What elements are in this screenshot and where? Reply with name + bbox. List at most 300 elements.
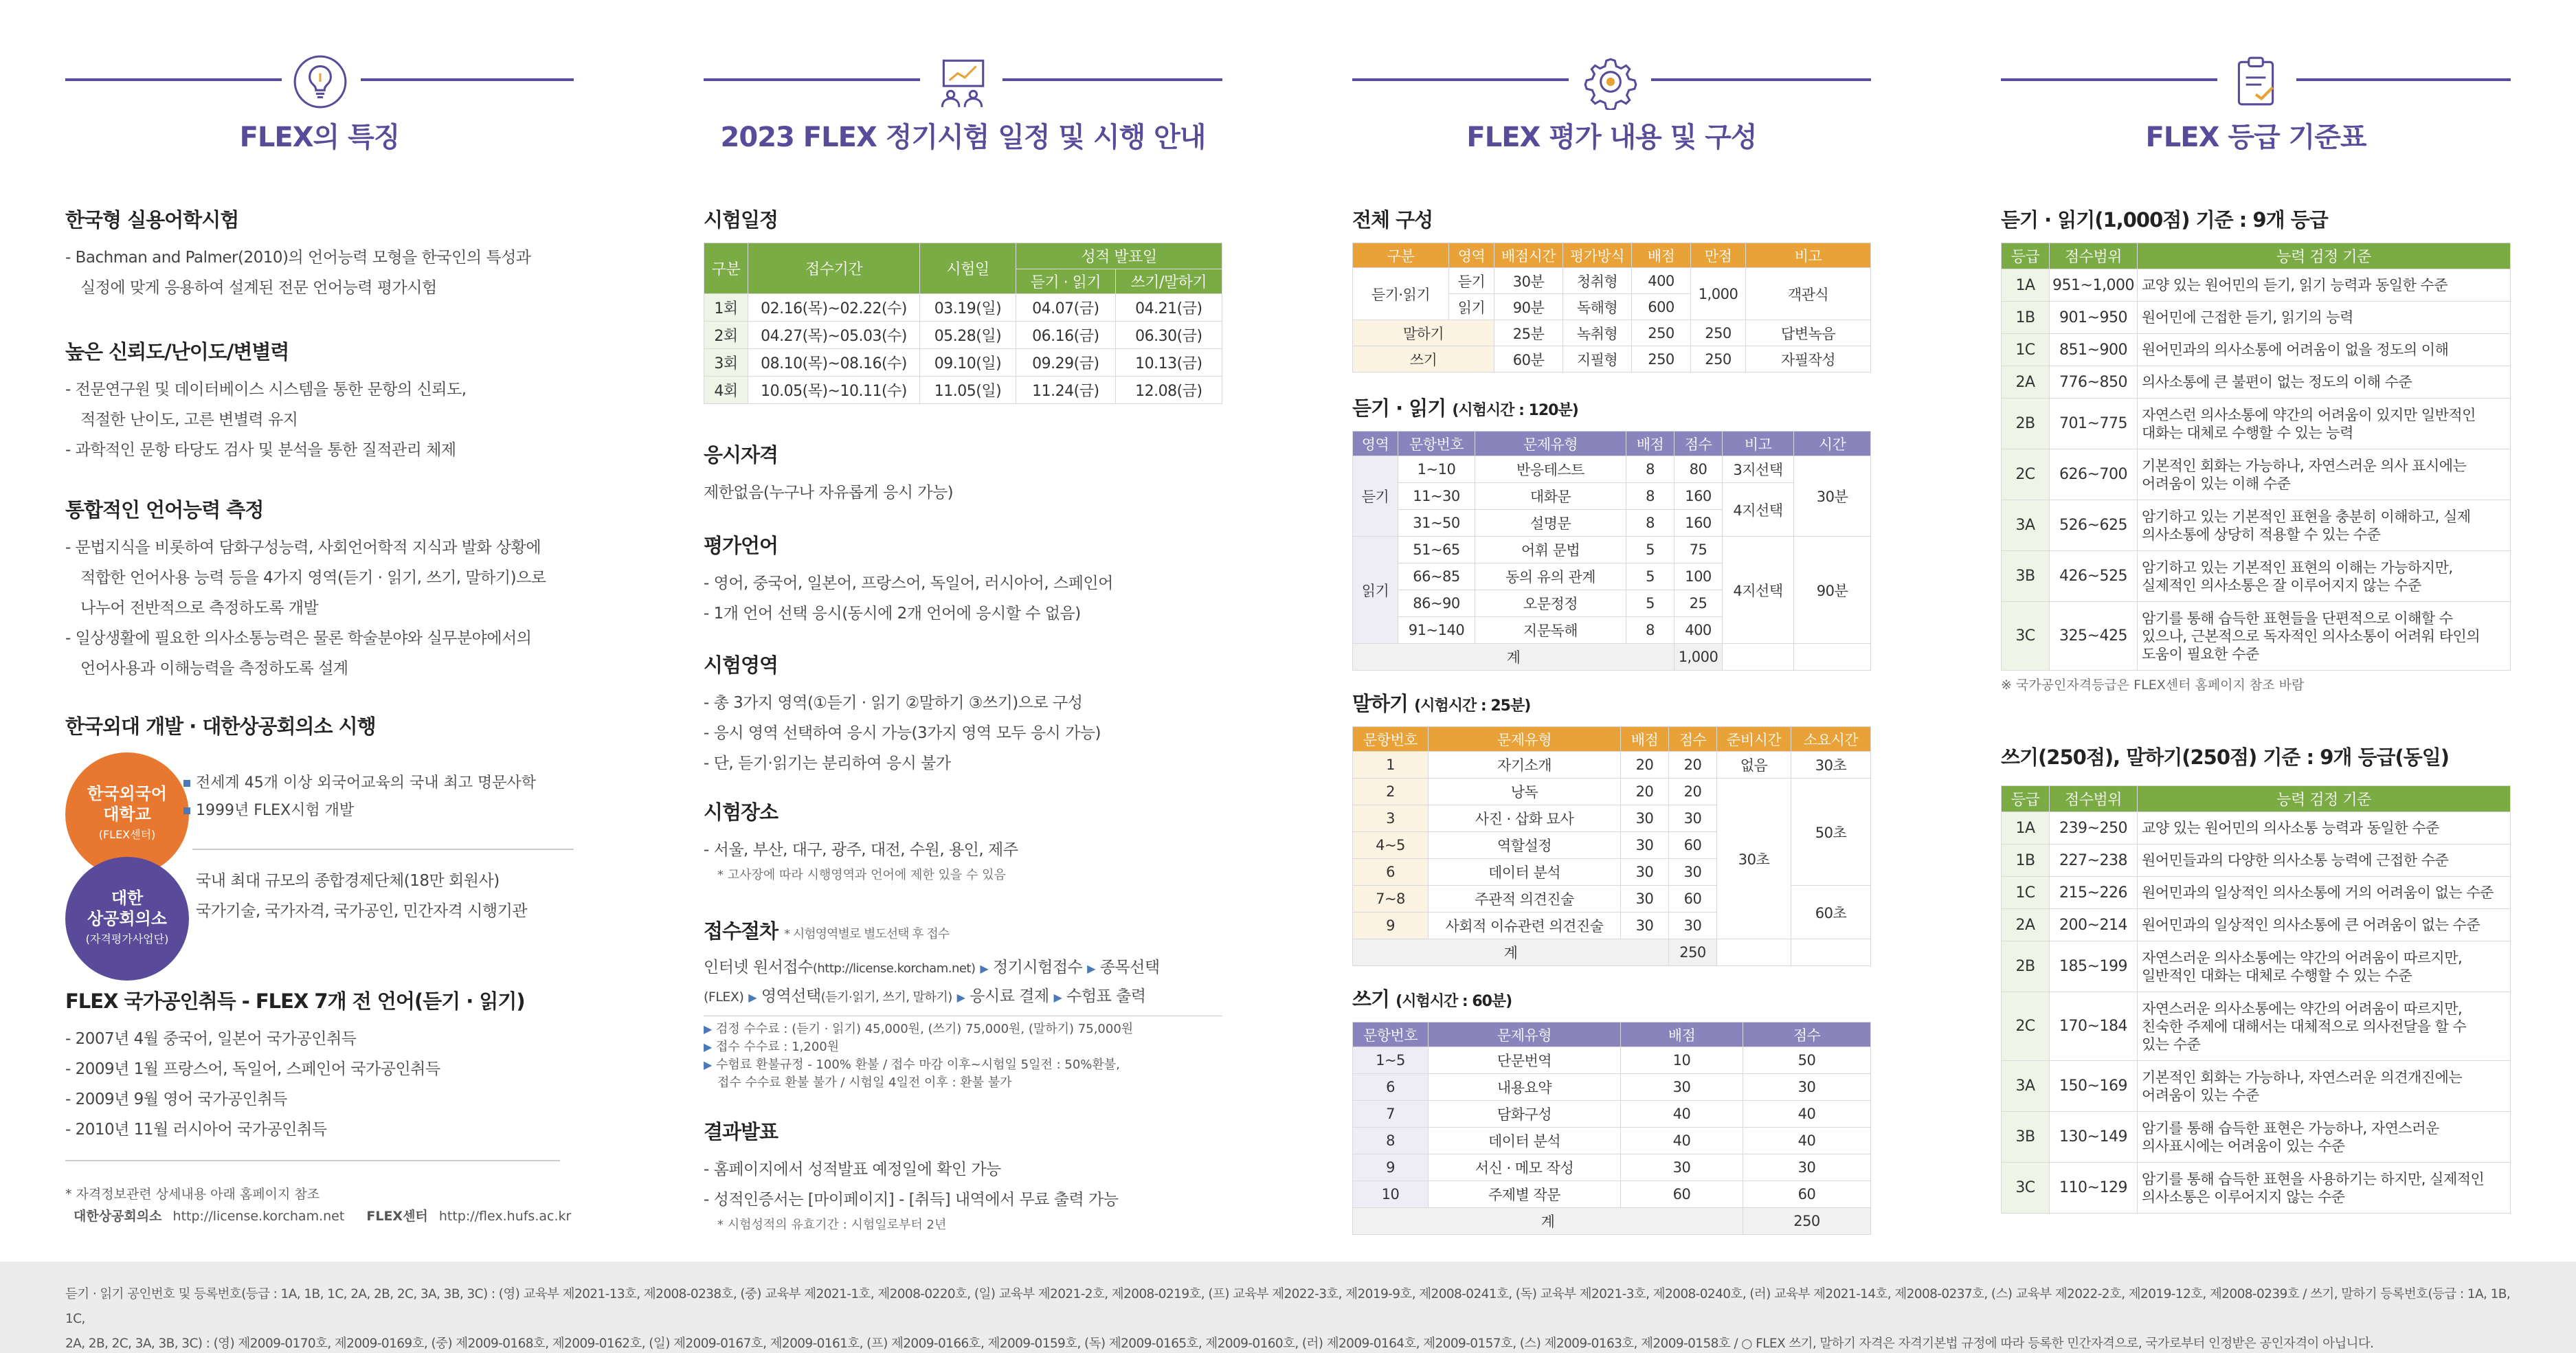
th: 점수범위 bbox=[2050, 786, 2138, 812]
cell: 듣기 bbox=[1449, 268, 1494, 294]
cell: 2A bbox=[2002, 366, 2050, 399]
cell: 6 bbox=[1353, 1074, 1429, 1101]
desc-line: 도움이 필요한 수준 bbox=[2142, 645, 2259, 662]
table-row bbox=[1353, 752, 1871, 779]
step: 영역선택 bbox=[761, 987, 821, 1005]
arrow-right-icon: ▶ bbox=[956, 991, 965, 1004]
header-rule-right bbox=[2296, 78, 2511, 81]
text-line: - 영어, 중국어, 일본어, 프랑스어, 독일어, 러시아어, 스페인어 bbox=[704, 574, 1113, 592]
section-schedule bbox=[704, 205, 1222, 404]
cell: 20 bbox=[1669, 752, 1717, 779]
cell: 9 bbox=[1353, 913, 1429, 939]
desc-line: 암기를 통해 습득한 표현을 사용하기는 하지만, 실제적인 bbox=[2142, 1170, 2485, 1187]
step-note: (듣기·읽기, 쓰기, 말하기) bbox=[820, 990, 952, 1005]
divider bbox=[65, 1160, 560, 1161]
section-areas bbox=[704, 650, 1222, 779]
desc-line: 암기하고 있는 기본적인 표현의 이해는 가능하지만, bbox=[2142, 559, 2453, 576]
table-row bbox=[1353, 483, 1871, 510]
arrow-right-icon: ▶ bbox=[704, 1058, 713, 1071]
header-rule-right bbox=[1651, 78, 1871, 81]
cell bbox=[2138, 877, 2511, 909]
fee-notes bbox=[704, 1020, 1222, 1092]
arrow-right-icon: ▶ bbox=[1053, 991, 1062, 1004]
table-row bbox=[2002, 602, 2511, 671]
cell bbox=[2138, 500, 2511, 551]
cell: 11.24(금) bbox=[1016, 377, 1116, 404]
th: 평가방식 bbox=[1563, 243, 1632, 268]
text-line: - 응시 영역 선택하여 응시 가능(3가지 영역 모두 응시 가능) bbox=[704, 724, 1101, 742]
cell: 1~5 bbox=[1353, 1047, 1429, 1074]
bullet-text: 전세계 45개 이상 외국어교육의 국내 최고 명문사학 bbox=[196, 774, 536, 792]
section-speaking bbox=[1352, 689, 1871, 966]
th: 능력 검정 기준 bbox=[2138, 243, 2511, 269]
cell: 지필형 bbox=[1563, 346, 1632, 372]
desc-line: 기본적인 회화는 가능하나, 자연스러운 의사 표시에는 bbox=[2142, 457, 2467, 474]
text-line: 언어사용과 이해능력을 측정하도록 설계 bbox=[80, 660, 348, 678]
step: 수험표 출력 bbox=[1066, 987, 1146, 1005]
cell: 250 bbox=[1691, 346, 1746, 372]
header-rule-left bbox=[65, 78, 282, 81]
cell: 1~10 bbox=[1398, 456, 1475, 483]
cell: 701~775 bbox=[2050, 399, 2138, 449]
section-heading: 결과발표 bbox=[704, 1120, 779, 1143]
cell: 낭독 bbox=[1429, 779, 1621, 805]
desc-line: 친숙한 주제에 대해서는 대체적으로 의사전달을 할 수 bbox=[2142, 1018, 2467, 1035]
cell: 04.21(금) bbox=[1115, 294, 1222, 322]
column-structure bbox=[1352, 0, 1871, 1257]
th: 영역 bbox=[1449, 243, 1494, 268]
desc-line: 암기를 통해 습득한 표현은 가능하나, 자연스러운 bbox=[2142, 1119, 2439, 1137]
cell: 12.08(금) bbox=[1115, 377, 1222, 404]
table-row bbox=[2002, 500, 2511, 551]
heading-text: 말하기 bbox=[1352, 692, 1409, 715]
cell: 250 bbox=[1743, 1208, 1871, 1235]
column-schedule bbox=[704, 0, 1222, 1257]
step: 인터넷 원서접수 bbox=[704, 959, 813, 976]
section-integrated bbox=[65, 495, 574, 684]
korcham-text bbox=[196, 866, 527, 926]
cell: 4지선택 bbox=[1723, 537, 1794, 644]
hufs-bullets bbox=[183, 770, 536, 825]
cell: 자필작성 bbox=[1746, 346, 1871, 372]
cell: 3B bbox=[2002, 1112, 2050, 1163]
cell: 30 bbox=[1621, 913, 1669, 939]
heading-sub: (시험시간 : 60분) bbox=[1396, 993, 1512, 1010]
cell: 50초 bbox=[1791, 779, 1871, 886]
cell: 03.19(일) bbox=[920, 294, 1016, 322]
note-line bbox=[704, 1056, 1222, 1074]
lightbulb-icon bbox=[292, 54, 348, 110]
bullet-item bbox=[183, 797, 536, 825]
cell: 215~226 bbox=[2050, 877, 2138, 909]
cell: 1,000 bbox=[1675, 644, 1723, 671]
cell: 4~5 bbox=[1353, 832, 1429, 859]
cell: 대화문 bbox=[1475, 483, 1626, 510]
text-line: 제한없음(누구나 자유롭게 응시 가능) bbox=[704, 484, 954, 502]
cell: 11.05(일) bbox=[920, 377, 1016, 404]
desc-line: 있으나, 근본적으로 독자적인 의사소통이 어려워 타인의 bbox=[2142, 627, 2480, 645]
cell: 250 bbox=[1632, 320, 1691, 346]
arrow-right-icon: ▶ bbox=[704, 1022, 713, 1036]
section-lr bbox=[1352, 393, 1871, 671]
total-row bbox=[1353, 644, 1871, 671]
cell: 90분 bbox=[1794, 537, 1871, 644]
cell: 10.13(금) bbox=[1115, 349, 1222, 377]
cell: 09.29(금) bbox=[1016, 349, 1116, 377]
table-row bbox=[1353, 779, 1871, 805]
cell: 2C bbox=[2002, 449, 2050, 500]
note-text: * 자격정보관련 상세내용 아래 홈페이지 참조 bbox=[65, 1187, 320, 1202]
cell bbox=[2138, 1112, 2511, 1163]
desc-line: 의사소통에 상당히 적용할 수 있는 수준 bbox=[2142, 526, 2381, 543]
cell: 1 bbox=[1353, 752, 1429, 779]
cell: 30 bbox=[1621, 1074, 1743, 1101]
text-line: - 서울, 부산, 대구, 광주, 대전, 수원, 용인, 제주 bbox=[704, 841, 1018, 859]
cell: 250 bbox=[1669, 939, 1717, 966]
cell: 100 bbox=[1675, 563, 1723, 590]
th: 배점 bbox=[1626, 432, 1675, 456]
th: 비고 bbox=[1723, 432, 1794, 456]
column-title: FLEX 평가 내용 및 구성 bbox=[1466, 122, 1757, 153]
cell: 06.30(금) bbox=[1115, 322, 1222, 349]
desc-line: 일반적인 대화는 대체로 수행할 수 있는 수준 bbox=[2142, 967, 2412, 984]
table-row bbox=[2002, 877, 2511, 909]
procedure-line bbox=[704, 954, 1222, 983]
korcham-link[interactable]: http://license.korcham.net bbox=[172, 1209, 345, 1224]
schedule-table bbox=[704, 243, 1222, 404]
th: 소요시간 bbox=[1791, 727, 1871, 752]
cell: 듣기·읽기 bbox=[1353, 268, 1449, 320]
heading-note: * 시험영역별로 별도선택 후 접수 bbox=[784, 927, 950, 941]
text-line: - 문법지식을 비롯하여 담화구성능력, 사회언어학적 지식과 발화 상황에 bbox=[65, 539, 541, 557]
column-grades bbox=[2001, 0, 2511, 1257]
header-rule-right bbox=[361, 78, 574, 81]
column-header bbox=[65, 48, 574, 124]
text-line: - 2009년 1월 프랑스어, 독일어, 스페인어 국가공인취득 bbox=[65, 1060, 440, 1078]
cell: 없음 bbox=[1717, 752, 1791, 779]
cell: 20 bbox=[1669, 779, 1717, 805]
th: 만점 bbox=[1691, 243, 1746, 268]
cell: 40 bbox=[1743, 1128, 1871, 1154]
th: 점수범위 bbox=[2050, 243, 2138, 269]
cell bbox=[2138, 992, 2511, 1061]
table-row bbox=[1353, 320, 1871, 346]
divider bbox=[192, 849, 574, 850]
th: 문항번호 bbox=[1353, 727, 1429, 752]
footer-line: 듣기 · 읽기 공인번호 및 등록번호(등급 : 1A, 1B, 1C, 2A, 2B, 2C, 3A, 3B, 3C) : (영) 교육부 제2021-13호, 제2008-0238호, (중) 교육부 제2021-1호, 제2008-0220호, (일) 교육부 제2021-2호, 제2008-0219호, (프) 교육부 제2022-3호, 제2019-9호, 제2008-0241호, (독) 교육부 제2021-3호, 제2008-0240호, (러) 교육부 제2021-14호, 제2008-0237호, (스) 교육부 제2022-2호, 제2019-12호, 제2008-0239호 / 쓰기, 말하기 등록번호(등급 : 1A, 1B, 1C, bbox=[65, 1287, 2511, 1326]
table-row bbox=[1353, 456, 1871, 483]
cell: 20 bbox=[1621, 752, 1669, 779]
cell: 06.16(금) bbox=[1016, 322, 1116, 349]
cell: 반응테스트 bbox=[1475, 456, 1626, 483]
cell bbox=[2138, 812, 2511, 845]
th: 능력 검정 기준 bbox=[2138, 786, 2511, 812]
th: 문항번호 bbox=[1398, 432, 1475, 456]
cell: 1A bbox=[2002, 269, 2050, 302]
th: 문제유형 bbox=[1429, 1022, 1621, 1047]
flex-link[interactable]: http://flex.hufs.ac.kr bbox=[438, 1209, 572, 1224]
section-heading: 시험일정 bbox=[704, 208, 779, 232]
desc-line: 기본적인 회화는 가능하나, 자연스러운 의견개진에는 bbox=[2142, 1069, 2463, 1086]
cell: 쓰기 bbox=[1353, 346, 1494, 372]
cell: 05.28(일) bbox=[920, 322, 1016, 349]
cell: 30 bbox=[1621, 832, 1669, 859]
table-row bbox=[2002, 269, 2511, 302]
cell: 20 bbox=[1621, 779, 1669, 805]
cell: 어휘 문법 bbox=[1475, 537, 1626, 563]
header-rule-left bbox=[704, 78, 920, 81]
cell: 말하기 bbox=[1353, 320, 1494, 346]
cell: 서신 · 메모 작성 bbox=[1429, 1154, 1621, 1181]
arrow-right-icon: ▶ bbox=[980, 962, 989, 975]
section-heading: 통합적인 언어능력 측정 bbox=[65, 498, 264, 522]
cell: 600 bbox=[1632, 294, 1691, 320]
cell: 526~625 bbox=[2050, 500, 2138, 551]
column-header bbox=[1352, 48, 1871, 124]
arrow-right-icon: ▶ bbox=[1087, 962, 1095, 975]
cell: 04.27(목)~05.03(수) bbox=[748, 322, 920, 349]
cell: 250 bbox=[1691, 320, 1746, 346]
step-note: (FLEX) bbox=[704, 989, 744, 1005]
section-heading: 쓰기(250점), 말하기(250점) 기준 : 9개 등급(동일) bbox=[2001, 746, 2450, 769]
desc-line: 의사소통에 큰 불편이 없는 정도의 이해 수준 bbox=[2142, 374, 2412, 390]
desc-line: 자연스러운 의사소통에는 약간의 어려움이 따르지만, bbox=[2142, 949, 2463, 966]
note-text: 접수 수수료 환불 불가 / 시험일 4일전 이후 : 환불 불가 bbox=[717, 1075, 1012, 1090]
cell bbox=[2138, 366, 2511, 399]
cell: 66~85 bbox=[1398, 563, 1475, 590]
lr-grade-table bbox=[2001, 243, 2511, 671]
total-row bbox=[1353, 1208, 1871, 1235]
text-line: 국내 최대 규모의 종합경제단체(18만 회원사) bbox=[196, 872, 500, 890]
cell: 31~50 bbox=[1398, 510, 1475, 537]
cell: 2B bbox=[2002, 399, 2050, 449]
cell: 08.10(목)~08.16(수) bbox=[748, 349, 920, 377]
cell: 단문번역 bbox=[1429, 1047, 1621, 1074]
cell bbox=[1717, 939, 1791, 966]
cell: 60분 bbox=[1494, 346, 1563, 372]
cell bbox=[2138, 269, 2511, 302]
th: 문제유형 bbox=[1475, 432, 1626, 456]
table-row bbox=[1353, 268, 1871, 294]
column-header bbox=[2001, 48, 2511, 124]
cell: 9 bbox=[1353, 1154, 1429, 1181]
cell: 8 bbox=[1353, 1128, 1429, 1154]
column-header bbox=[704, 48, 1222, 124]
cell: 4회 bbox=[704, 377, 748, 404]
table-row bbox=[1353, 1154, 1871, 1181]
table-row bbox=[2002, 551, 2511, 602]
cell: 60 bbox=[1669, 886, 1717, 913]
desc-line: 대화는 대체로 수행할 수 있는 능력 bbox=[2142, 424, 2353, 441]
cell bbox=[2138, 602, 2511, 671]
cell: 계 bbox=[1353, 1208, 1743, 1235]
section-heading: 한국외대 개발 · 대한상공회의소 시행 bbox=[65, 715, 376, 738]
cell: 1,000 bbox=[1691, 268, 1746, 320]
footer-line: 2A, 2B, 2C, 3A, 3B, 3C) : (영) 제2009-0170호, 제2009-0169호, (중) 제2009-0168호, 제2009-0162호, (일) 제2009-0167호, 제2009-0161호, (프) 제2009-0166호, 제2009-0159호, (독) 제2009-0165호, 제2009-0160호, (러) 제2009-0164호, 제2009-0157호, (스) 제2009-0163호, 제2009-0158호 / ○ FLEX 쓰기, 말하기 자격은 자격기본법 규정에 따라 등록한 민간자격으로, 국가로부터 인정받은 공인자격이 아닙니다. bbox=[65, 1337, 2374, 1351]
section-heading: 시험장소 bbox=[704, 801, 779, 824]
table-row bbox=[704, 322, 1222, 349]
cell: 6 bbox=[1353, 859, 1429, 886]
cell: 426~525 bbox=[2050, 551, 2138, 602]
desc-line: 교양 있는 원어민의 의사소통 능력과 동일한 수준 bbox=[2142, 820, 2439, 836]
heading-text: 듣기 · 읽기 bbox=[1352, 396, 1446, 420]
cell: 계 bbox=[1353, 644, 1675, 671]
cell: 1A bbox=[2002, 812, 2050, 845]
cell bbox=[2138, 845, 2511, 877]
text-line: 적절한 난이도, 고른 변별력 유지 bbox=[80, 411, 298, 429]
cell bbox=[1791, 939, 1871, 966]
cell: 1B bbox=[2002, 845, 2050, 877]
section-heading: 높은 신뢰도/난이도/변별력 bbox=[65, 340, 289, 364]
cell: 2C bbox=[2002, 992, 2050, 1061]
cell: 776~850 bbox=[2050, 366, 2138, 399]
step: 응시료 결제 bbox=[970, 987, 1049, 1005]
th: 준비시간 bbox=[1717, 727, 1791, 752]
cell: 사회적 이슈관련 의견진술 bbox=[1429, 913, 1621, 939]
text-line: - 총 3가지 영역(①듣기 · 읽기 ②말하기 ③쓰기)으로 구성 bbox=[704, 694, 1083, 712]
table-row bbox=[2002, 302, 2511, 334]
total-row bbox=[1353, 939, 1871, 966]
note-line bbox=[704, 1020, 1222, 1038]
bullet-text: 1999년 FLEX시험 개발 bbox=[196, 802, 355, 819]
text-line: - 전문연구원 및 데이터베이스 시스템을 통한 문항의 신뢰도, bbox=[65, 381, 467, 399]
arrow-right-icon: ▶ bbox=[704, 1040, 713, 1053]
cell: 30 bbox=[1743, 1074, 1871, 1101]
cell: 내용요약 bbox=[1429, 1074, 1621, 1101]
links-note bbox=[65, 1183, 574, 1227]
cell: 동의 유의 관계 bbox=[1475, 563, 1626, 590]
section-ws-grades bbox=[2001, 742, 2511, 1214]
badge-line: 상공회의소 bbox=[87, 909, 167, 928]
cell: 30분 bbox=[1494, 268, 1563, 294]
cell: 7 bbox=[1353, 1101, 1429, 1128]
ws-grade-table bbox=[2001, 785, 2511, 1214]
cell: 30분 bbox=[1794, 456, 1871, 537]
cell: 60 bbox=[1669, 832, 1717, 859]
cell: 09.10(일) bbox=[920, 349, 1016, 377]
cell: 지문독해 bbox=[1475, 617, 1626, 644]
text-line: - 과학적인 문항 타당도 검사 및 분석을 통한 질적관리 체제 bbox=[65, 441, 456, 459]
desc-line: 원어민에 근접한 듣기, 읽기의 능력 bbox=[2142, 309, 2353, 326]
th-date: 시험일 bbox=[920, 243, 1016, 294]
text-line: 적합한 언어사용 능력 등을 4가지 영역(듣기 · 읽기, 쓰기, 말하기)으로 bbox=[80, 569, 546, 587]
table-row bbox=[1353, 1047, 1871, 1074]
text-line: - 성적인증서는 [마이페이지] - [취득] 내역에서 무료 출력 가능 bbox=[704, 1191, 1119, 1209]
cell: 60 bbox=[1621, 1181, 1743, 1208]
cell: 11~30 bbox=[1398, 483, 1475, 510]
th-ws: 쓰기/말하기 bbox=[1115, 269, 1222, 294]
section-heading: 평가언어 bbox=[704, 534, 779, 557]
cell: 오문정정 bbox=[1475, 590, 1626, 617]
cell: 읽기 bbox=[1449, 294, 1494, 320]
cell bbox=[2138, 399, 2511, 449]
table-row bbox=[2002, 366, 2511, 399]
cell bbox=[2138, 941, 2511, 992]
text-line: - 1개 언어 선택 응시(동시에 2개 언어에 응시할 수 없음) bbox=[704, 605, 1081, 623]
cell: 110~129 bbox=[2050, 1163, 2138, 1214]
cell bbox=[2138, 909, 2511, 941]
cell: 239~250 bbox=[2050, 812, 2138, 845]
korcham-badge bbox=[65, 857, 189, 981]
cell: 독해형 bbox=[1563, 294, 1632, 320]
table-row bbox=[1353, 1128, 1871, 1154]
cell: 2회 bbox=[704, 322, 748, 349]
cell: 5 bbox=[1626, 590, 1675, 617]
th: 비고 bbox=[1746, 243, 1871, 268]
cell: 91~140 bbox=[1398, 617, 1475, 644]
cell: 325~425 bbox=[2050, 602, 2138, 671]
desc-line: 의사소통은 이루어지지 않는 수준 bbox=[2142, 1188, 2345, 1205]
cell: 계 bbox=[1353, 939, 1669, 966]
cell: 3A bbox=[2002, 1061, 2050, 1112]
cell bbox=[2138, 449, 2511, 500]
cell: 250 bbox=[1632, 346, 1691, 372]
table-row bbox=[1353, 346, 1871, 372]
overall-table bbox=[1352, 243, 1871, 372]
procedure-line bbox=[704, 983, 1222, 1016]
cell: 설명문 bbox=[1475, 510, 1626, 537]
table-row bbox=[2002, 909, 2511, 941]
th: 구분 bbox=[1353, 243, 1449, 268]
cell: 30 bbox=[1621, 805, 1669, 832]
speaking-table bbox=[1352, 726, 1871, 966]
th: 배점시간 bbox=[1494, 243, 1563, 268]
note-text: 접수 수수료 : 1,200원 bbox=[716, 1040, 840, 1054]
note-text: 검정 수수료 : (듣기 · 읽기) 45,000원, (쓰기) 75,000원, (말하기) 75,000원 bbox=[716, 1022, 1134, 1036]
section-heading: 응시자격 bbox=[704, 443, 779, 467]
desc-line: 의사표시에는 어려움이 있는 수준 bbox=[2142, 1137, 2345, 1154]
cell: 데이터 분석 bbox=[1429, 859, 1621, 886]
lr-table bbox=[1352, 431, 1871, 671]
cell: 3B bbox=[2002, 551, 2050, 602]
clipboard-check-icon bbox=[2228, 54, 2284, 110]
text-line: 나누어 전반적으로 측정하도록 개발 bbox=[80, 599, 319, 617]
cell: 주제별 작문 bbox=[1429, 1181, 1621, 1208]
cell: 역할설정 bbox=[1429, 832, 1621, 859]
cell: 40 bbox=[1621, 1101, 1743, 1128]
note-text: ※ 국가공인자격등급은 FLEX센터 홈페이지 참조 바람 bbox=[2001, 678, 2305, 693]
header-rule-right bbox=[1003, 78, 1222, 81]
table-row bbox=[704, 349, 1222, 377]
cell: 90분 bbox=[1494, 294, 1563, 320]
text-line: - 2010년 11월 러시아어 국가공인취득 bbox=[65, 1121, 327, 1139]
cell: 227~238 bbox=[2050, 845, 2138, 877]
cell: 150~169 bbox=[2050, 1061, 2138, 1112]
th-reg: 접수기간 bbox=[748, 243, 920, 294]
cell: 사진 · 삽화 묘사 bbox=[1429, 805, 1621, 832]
cell: 3C bbox=[2002, 1163, 2050, 1214]
cell bbox=[2138, 1163, 2511, 1214]
cell: 60 bbox=[1743, 1181, 1871, 1208]
step-note: (http://license.korcham.net) bbox=[812, 961, 976, 976]
table-row bbox=[2002, 449, 2511, 500]
th: 배점 bbox=[1621, 727, 1669, 752]
cell: 50 bbox=[1743, 1047, 1871, 1074]
cell bbox=[2138, 551, 2511, 602]
section-lr-grades bbox=[2001, 205, 2511, 693]
header-rule-left bbox=[1352, 78, 1569, 81]
cell: 객관식 bbox=[1746, 268, 1871, 320]
cell: 읽기 bbox=[1353, 537, 1398, 644]
cell: 75 bbox=[1675, 537, 1723, 563]
bullet-square bbox=[183, 780, 190, 787]
link-label: 대한상공회의소 bbox=[74, 1209, 162, 1224]
cell: 02.16(목)~02.22(수) bbox=[748, 294, 920, 322]
section-heading: FLEX 국가공인취득 - FLEX 7개 전 언어(듣기 · 읽기) bbox=[65, 989, 525, 1013]
cell: 10 bbox=[1621, 1047, 1743, 1074]
desc-line: 암기하고 있는 기본적인 표현을 충분히 이해하고, 실제 bbox=[2142, 508, 2471, 525]
heading-text: 접수절차 bbox=[704, 919, 779, 943]
